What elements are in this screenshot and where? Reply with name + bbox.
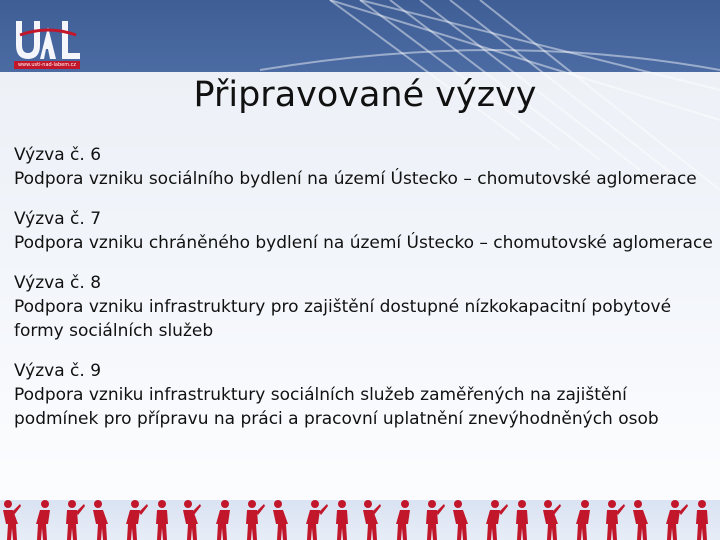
people-silhouettes-icon xyxy=(0,496,720,540)
calls-list xyxy=(14,143,714,447)
call-number: Výzva č. 9 xyxy=(14,361,102,381)
call-item xyxy=(14,143,714,191)
call-item xyxy=(14,359,714,431)
call-description: Podpora vzniku chráněného bydlení na území Ústecko – chomutovské aglomerace xyxy=(14,233,713,253)
call-description: Podpora vzniku infrastruktury pro zajištění dostupné nízkokapacitní pobytové formy sociálních služeb xyxy=(14,297,672,341)
call-number: Výzva č. 8 xyxy=(14,273,102,293)
call-number: Výzva č. 7 xyxy=(14,209,102,229)
call-item xyxy=(14,271,714,343)
call-number: Výzva č. 6 xyxy=(14,145,102,165)
slide-title: Připravované výzvy xyxy=(193,75,537,115)
logo-url: www.usti-nad-labem.cz xyxy=(14,61,80,69)
call-description: Podpora vzniku sociálního bydlení na území Ústecko – chomutovské aglomerace xyxy=(14,169,697,189)
call-description: Podpora vzniku infrastruktury sociálních služeb zaměřených na zajištění podmínek pro přípravu na práci a pracovní uplatnění znevýhodněných osob xyxy=(14,385,659,429)
call-item xyxy=(14,207,714,255)
